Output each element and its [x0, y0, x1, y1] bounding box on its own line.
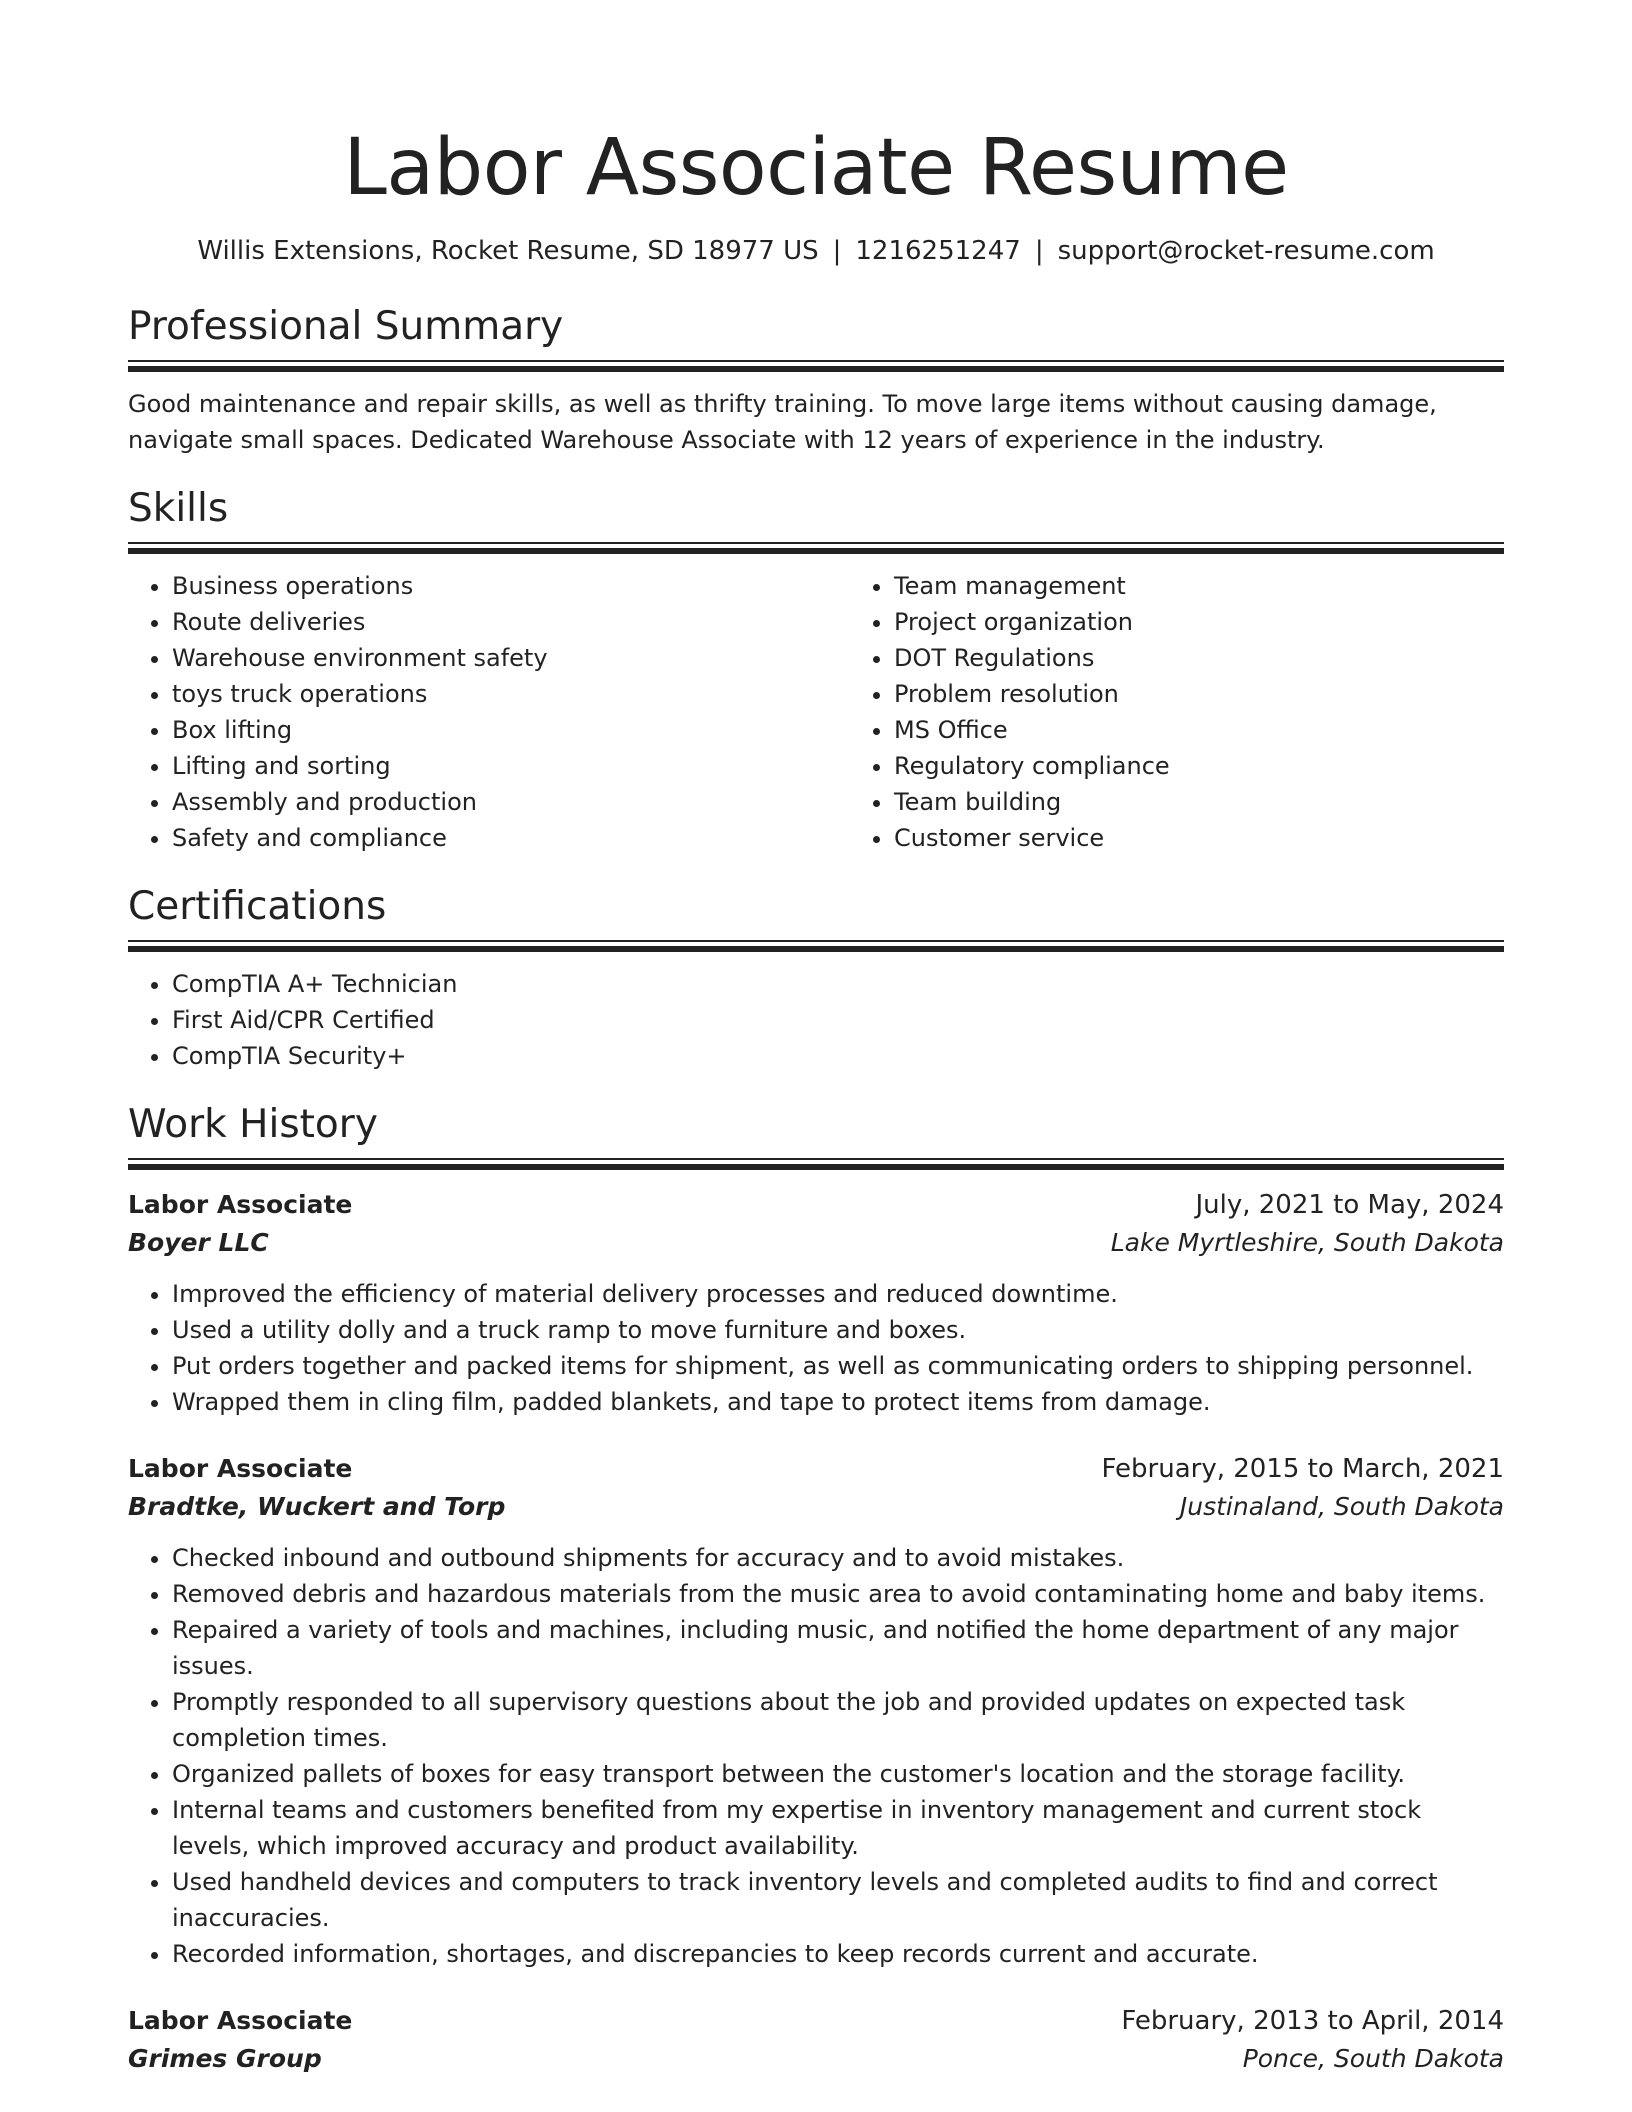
work-history-section: [128, 1100, 1504, 2078]
job-bullet: • Internal teams and customers benefited from my expertise in inventory management and current stock levels, which improved accuracy and product availability.: [172, 1792, 1504, 1864]
contact-email[interactable]: support@rocket-resume.com: [1057, 236, 1435, 266]
section-divider: [128, 542, 1504, 554]
job-bullet: • Wrapped them in cling film, padded blankets, and tape to protect items from damage.: [172, 1384, 1504, 1420]
job-entry: [128, 1186, 1504, 1420]
job-bullets: [128, 1276, 1504, 1420]
job-location: Justinaland, South Dakota: [1179, 1492, 1504, 1521]
skill-item: • Safety and compliance: [172, 820, 850, 856]
job-company: Boyer LLC: [128, 1228, 269, 1257]
summary-text: Good maintenance and repair skills, as well as thrifty training. To move large items without causing damage, navigate small spaces. Dedicated Warehouse Associate with 12 years of experience in the industry.: [128, 390, 1437, 454]
job-bullet: • Removed debris and hazardous materials from the music area to avoid contaminating home and baby items.: [172, 1576, 1504, 1612]
resume-title: Labor Associate Resume: [343, 123, 1289, 213]
contact-line: [128, 234, 1504, 268]
contact-phone: 1216251247: [855, 236, 1021, 266]
job-header-row: [128, 1186, 1504, 1224]
skill-item: • Project organization: [894, 604, 1572, 640]
skill-item: • toys truck operations: [172, 676, 850, 712]
job-bullet: • Used handheld devices and computers to track inventory levels and completed audits to find and correct inaccuracies.: [172, 1864, 1504, 1936]
skill-item: • Box lifting: [172, 712, 850, 748]
skill-item: • Regulatory compliance: [894, 748, 1572, 784]
work-history-heading: Work History: [128, 1102, 378, 1147]
job-company: Grimes Group: [128, 2044, 322, 2073]
resume-page: [128, 118, 1504, 2078]
certification-item: • CompTIA Security+: [172, 1038, 1504, 1074]
section-divider: [128, 1158, 1504, 1170]
skills-list-left: [128, 568, 850, 856]
skill-item: • MS Office: [894, 712, 1572, 748]
skill-item: • Lifting and sorting: [172, 748, 850, 784]
certifications-heading: Certifications: [128, 884, 387, 929]
skill-item: • Customer service: [894, 820, 1572, 856]
job-company-row: [128, 1224, 1504, 1262]
summary-heading: Professional Summary: [128, 304, 564, 349]
skills-section: [128, 484, 1504, 856]
contact-separator: |: [832, 236, 842, 266]
skill-item: • DOT Regulations: [894, 640, 1572, 676]
certifications-section: [128, 882, 1504, 1074]
skill-item: • Business operations: [172, 568, 850, 604]
certification-item: • First Aid/CPR Certified: [172, 1002, 1504, 1038]
job-bullet: • Put orders together and packed items for shipment, as well as communicating orders to shipping personnel.: [172, 1348, 1504, 1384]
job-bullet: • Promptly responded to all supervisory questions about the job and provided updates on expected task completion times.: [172, 1684, 1504, 1756]
job-title: Labor Associate: [128, 1190, 353, 1219]
job-title: Labor Associate: [128, 2006, 353, 2035]
skill-item: • Warehouse environment safety: [172, 640, 850, 676]
certifications-list: [128, 966, 1504, 1074]
job-bullets: [128, 1540, 1504, 1972]
job-dates: February, 2015 to March, 2021: [1101, 1454, 1504, 1484]
skills-heading: Skills: [128, 486, 229, 531]
job-location: Lake Myrtleshire, South Dakota: [1110, 1228, 1504, 1257]
certification-item: • CompTIA A+ Technician: [172, 966, 1504, 1002]
job-header-row: [128, 1450, 1504, 1488]
job-entry: [128, 1450, 1504, 1972]
job-company-row: [128, 1488, 1504, 1526]
job-bullet: • Recorded information, shortages, and discrepancies to keep records current and accurate.: [172, 1936, 1504, 1972]
skill-item: • Route deliveries: [172, 604, 850, 640]
skills-grid: [128, 568, 1504, 856]
job-entry: [128, 2002, 1504, 2078]
job-bullet: • Improved the efficiency of material delivery processes and reduced downtime.: [172, 1276, 1504, 1312]
job-header-row: [128, 2002, 1504, 2040]
job-bullet: • Checked inbound and outbound shipments for accuracy and to avoid mistakes.: [172, 1540, 1504, 1576]
contact-separator: |: [1034, 236, 1044, 266]
skill-item: • Problem resolution: [894, 676, 1572, 712]
section-divider: [128, 360, 1504, 372]
summary-section: [128, 302, 1504, 458]
skills-list-right: [850, 568, 1572, 856]
contact-address: Willis Extensions, Rocket Resume, SD 18977 US: [197, 236, 819, 266]
skill-item: • Team building: [894, 784, 1572, 820]
job-bullet: • Repaired a variety of tools and machines, including music, and notified the home department of any major issues.: [172, 1612, 1504, 1684]
job-bullet: • Organized pallets of boxes for easy transport between the customer's location and the storage facility.: [172, 1756, 1504, 1792]
job-company: Bradtke, Wuckert and Torp: [128, 1492, 506, 1521]
job-title: Labor Associate: [128, 1454, 353, 1483]
section-divider: [128, 940, 1504, 952]
skill-item: • Assembly and production: [172, 784, 850, 820]
job-bullet: • Used a utility dolly and a truck ramp to move furniture and boxes.: [172, 1312, 1504, 1348]
job-location: Ponce, South Dakota: [1242, 2044, 1504, 2073]
job-dates: February, 2013 to April, 2014: [1121, 2006, 1504, 2036]
skill-item: • Team management: [894, 568, 1572, 604]
job-company-row: [128, 2040, 1504, 2078]
job-dates: July, 2021 to May, 2024: [1195, 1190, 1504, 1220]
